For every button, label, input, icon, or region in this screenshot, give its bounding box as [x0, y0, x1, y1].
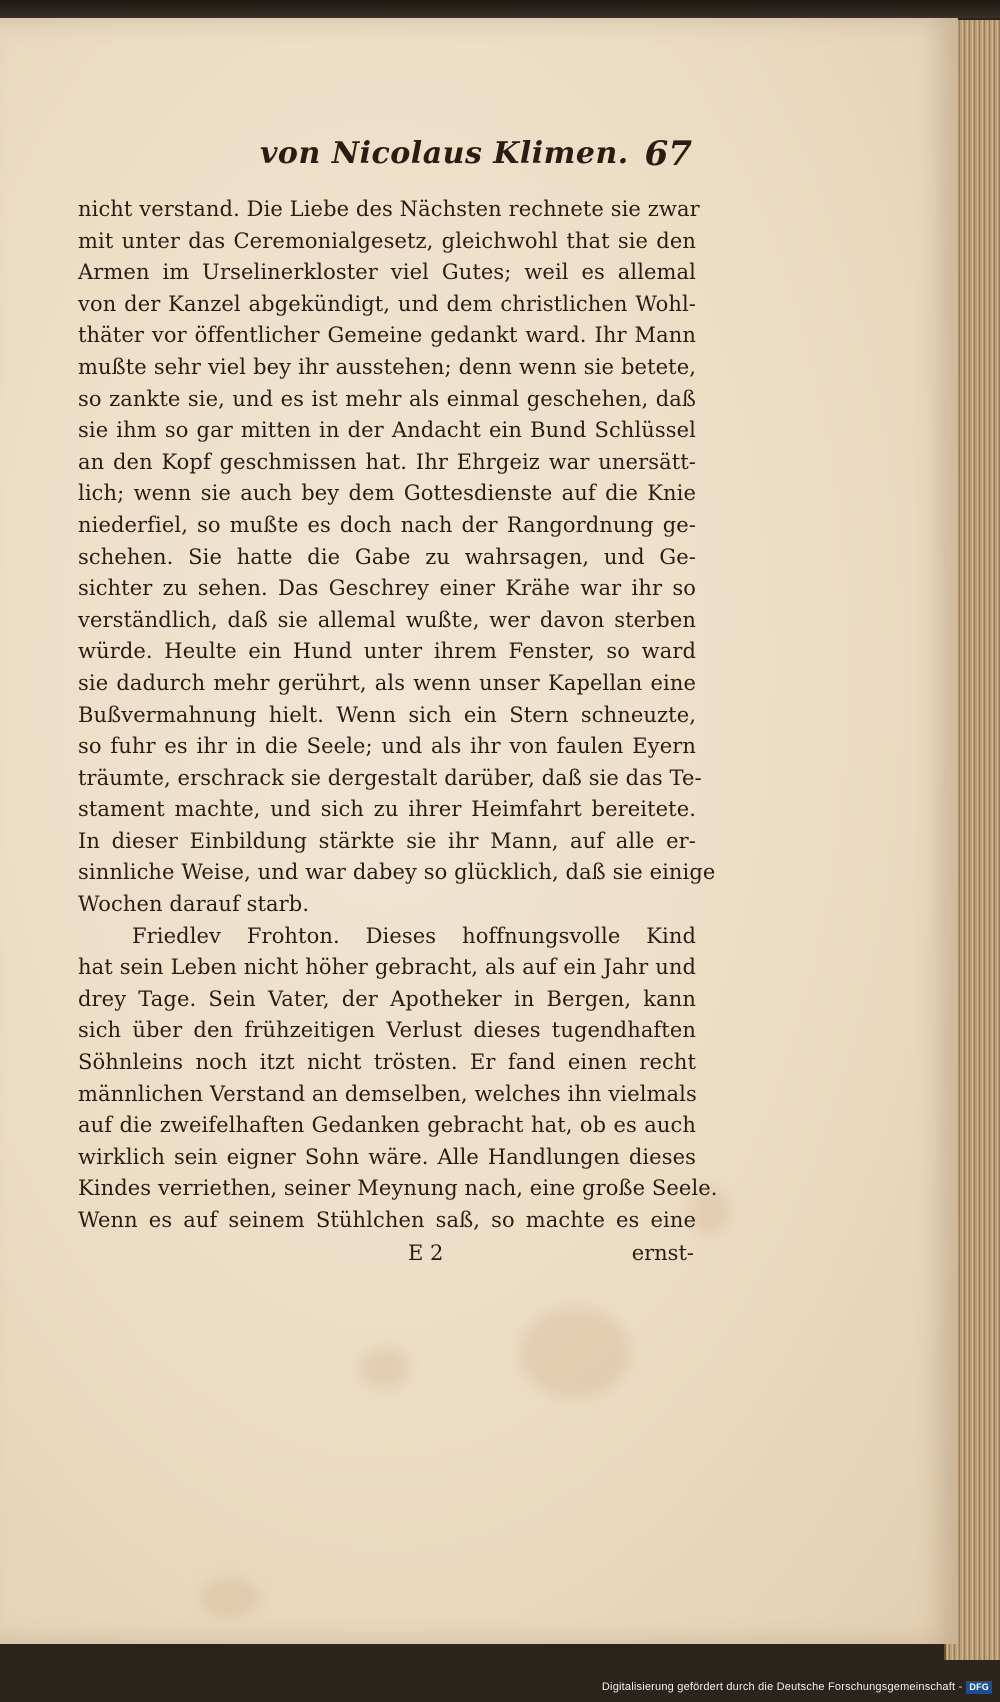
text-line: Wochen darauf starb.: [78, 892, 310, 917]
text-line: mußte sehr viel bey ihr ausstehen; denn wenn sie betete,: [78, 354, 696, 379]
text-line: In dieser Einbildung stärkte sie ihr Mann, auf alle er-: [78, 828, 696, 853]
text-line: Wenn es auf seinem Stühlchen saß, so machte es eine: [78, 1208, 696, 1232]
text-line: Söhnleins noch itzt nicht trösten. Er fand einen recht: [78, 1050, 696, 1075]
text-line: Armen im Urselinerkloster viel Gutes; weil es allemal: [78, 260, 696, 285]
signature-mark: E 2: [408, 1240, 444, 1265]
text-line: thäter vor öffentlicher Gemeine gedankt ward. Ihr Mann: [78, 323, 696, 348]
text-line: so zankte sie, und es ist mehr als einmal geschehen, daß: [78, 386, 696, 411]
foxing-stain: [360, 1348, 410, 1388]
book-binding-top: [0, 0, 1000, 18]
body-text: [78, 194, 718, 1237]
text-line: auf die zweifelhaften Gedanken gebracht hat, ob es auch: [78, 1113, 696, 1138]
text-line: nicht verstand. Die Liebe des Nächsten rechnete sie zwar: [78, 197, 700, 221]
foxing-stain: [520, 1308, 630, 1398]
text-line: hat sein Leben nicht höher gebracht, als auf ein Jahr und: [78, 955, 696, 980]
dfg-logo: DFG: [966, 1681, 992, 1694]
text-block: [78, 130, 718, 1273]
text-line: Bußvermahnung hielt. Wenn sich ein Stern schneuzte,: [78, 702, 696, 727]
page-number: 67: [644, 134, 692, 174]
text-line: mit unter das Ceremonialgesetz, gleichwohl that sie den: [78, 228, 696, 253]
text-line: stament machte, und sich zu ihrer Heimfahrt bereitete.: [78, 797, 696, 822]
running-title: von Nicolaus Klimen.: [260, 136, 629, 171]
text-line: sie ihm so gar mitten in der Andacht ein Bund Schlüssel: [78, 418, 696, 443]
text-line: drey Tage. Sein Vater, der Apotheker in Bergen, kann: [78, 986, 696, 1011]
text-line: wirklich sein eigner Sohn wäre. Alle Handlungen dieses: [78, 1144, 696, 1169]
text-line: schehen. Sie hatte die Gabe zu wahrsagen, und Ge-: [78, 544, 696, 569]
catchword: ernst-: [631, 1240, 694, 1265]
text-line: Friedlev Frohton. Dieses hoffnungsvolle Kind: [132, 923, 696, 948]
text-line: lich; wenn sie auch bey dem Gottesdienste auf die Knie: [78, 481, 696, 506]
running-head: [78, 130, 696, 182]
text-line: würde. Heulte ein Hund unter ihrem Fenster, so ward: [78, 639, 696, 664]
digitization-credit: [602, 1681, 992, 1694]
text-line: von der Kanzel abgekündigt, und dem christlichen Wohl-: [78, 291, 696, 316]
text-line: an den Kopf geschmissen hat. Ihr Ehrgeiz war unersätt-: [78, 449, 696, 474]
text-line: sie dadurch mehr gerührt, als wenn unser Kapellan eine: [78, 670, 696, 695]
text-line: männlichen Verstand an demselben, welches ihn vielmals: [78, 1081, 697, 1106]
text-line: Kindes verriethen, seiner Meynung nach, eine große Seele.: [78, 1176, 718, 1201]
text-line: verständlich, daß sie allemal wußte, wer davon sterben: [78, 607, 696, 632]
text-line: sichter zu sehen. Das Geschrey einer Krähe war ihr so: [78, 576, 696, 601]
text-line: sinnliche Weise, und war dabey so glücklich, daß sie einige: [78, 860, 716, 885]
text-line: sich über den frühzeitigen Verlust dieses tugendhaften: [78, 1018, 696, 1043]
text-line: niederfiel, so mußte es doch nach der Rangordnung ge-: [78, 512, 696, 537]
foxing-stain: [200, 1578, 260, 1618]
text-line: träumte, erschrack sie dergestalt darüber, daß sie das Te-: [78, 765, 702, 790]
text-line: so fuhr es ihr in die Seele; und als ihr von faulen Eyern: [78, 734, 696, 759]
credit-text: Digitalisierung gefördert durch die Deutsche Forschungsgemeinschaft -: [601, 1681, 963, 1693]
page-foot: [78, 1239, 696, 1273]
